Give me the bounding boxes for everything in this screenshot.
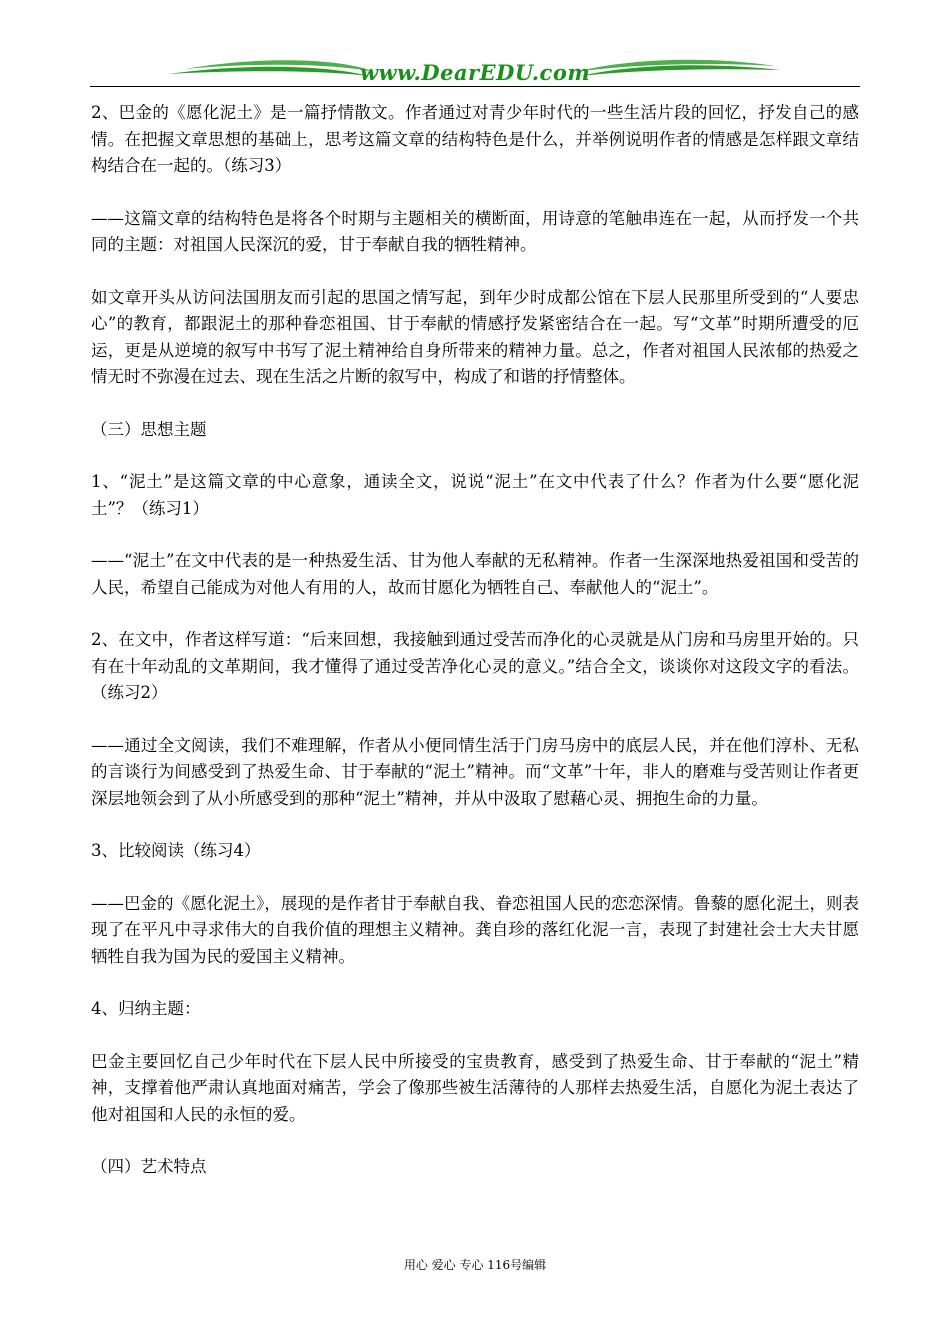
section-heading-art: （四）艺术特点 — [91, 1157, 207, 1176]
paragraph-question-1-soil: 1、“泥土”是这篇文章的中心意象，通读全文，说说“泥土”在文中代表了什么？作者为什么要“愿化泥土”？（练习1） — [91, 472, 859, 518]
document-body — [91, 100, 859, 1207]
paragraph-answer-compare: ——巴金的《愿化泥土》，展现的是作者甘于奉献自我、眷恋祖国人民的恋恋深情。鲁藜的愿化泥土，则表现了在平凡中寻求伟大的自我价值的理想主义精神。龚自珍的落红化泥一言，表现了封建社会士大夫甘愿牺牲自我为国为民的爱国主义精神。 — [91, 893, 859, 966]
paragraph-question-4-summary: 4、归纳主题： — [91, 999, 201, 1018]
paragraph-example: 如文章开头从访问法国朋友而引起的思国之情写起，到年少时成都公馆在下层人民那里所受到的“人要忠心”的教育，都跟泥土的那种眷恋祖国、甘于奉献的情感抒发紧密结合在一起。写“文革”时期所遭受的厄运，更是从逆境的叙写中书写了泥土精神给自身所带来的精神力量。总之，作者对祖国人民浓郁的热爱之情无时不弥漫在过去、现在生活之片断的叙写中，构成了和谐的抒情整体。 — [91, 287, 859, 386]
paragraph-answer-soil: ——“泥土”在文中代表的是一种热爱生活、甘为他人奉献的无私精神。作者一生深深地热爱祖国和受苦的人民，希望自己能成为对他人有用的人，故而甘愿化为牺牲自己、奉献他人的“泥土”。 — [91, 551, 859, 597]
paragraph-question-3-compare: 3、比较阅读（练习4） — [91, 841, 261, 860]
paragraph-summary: 巴金主要回忆自己少年时代在下层人民中所接受的宝贵教育，感受到了热爱生命、甘于奉献的“泥土”精神，支撑着他严肃认真地面对痛苦，学会了像那些被生活薄待的人那样去热爱生活，自愿化为泥土表达了他对祖国和人民的永恒的爱。 — [91, 1051, 859, 1124]
page-footer: 用心 爱心 专心 116号编辑 — [403, 1258, 547, 1272]
site-logo-text: www.DearEDU.com — [359, 60, 591, 85]
paragraph-question-2-structure: 2、巴金的《愿化泥土》是一篇抒情散文。作者通过对青少年时代的一些生活片段的回忆，抒发自己的感情。在把握文章思想的基础上，思考这篇文章的结构特色是什么，并举例说明作者的情感是怎样跟文章结构结合在一起的。（练习3） — [91, 103, 859, 175]
section-heading-theme: （三）思想主题 — [91, 419, 207, 439]
paragraph-answer-structure: ——这篇文章的结构特色是将各个时期与主题相关的横断面，用诗意的笔触串连在一起，从而抒发一个共同的主题：对祖国人民深沉的爱，甘于奉献自我的牺牲精神。 — [91, 208, 859, 254]
header-divider — [90, 86, 860, 87]
paragraph-answer-quote: ——通过全文阅读，我们不难理解，作者从小便同情生活于门房马房中的底层人民，并在他们淳朴、无私的言谈行为间感受到了热爱生命、甘于奉献的“泥土”精神。而“文革”十年，非人的磨难与受苦则让作者更深层地领会到了从小所感受到的那种“泥土”精神，并从中汲取了慰藉心灵、拥抱生命的力量。 — [91, 735, 859, 808]
paragraph-question-2-quote: 2、在文中，作者这样写道：“后来回想，我接触到通过受苦而净化的心灵就是从门房和马房里开始的。只有在十年动乱的文革期间，我才懂得了通过受苦净化心灵的意义。”结合全文，谈谈你对这段文字的看法。（练习2） — [91, 630, 859, 702]
